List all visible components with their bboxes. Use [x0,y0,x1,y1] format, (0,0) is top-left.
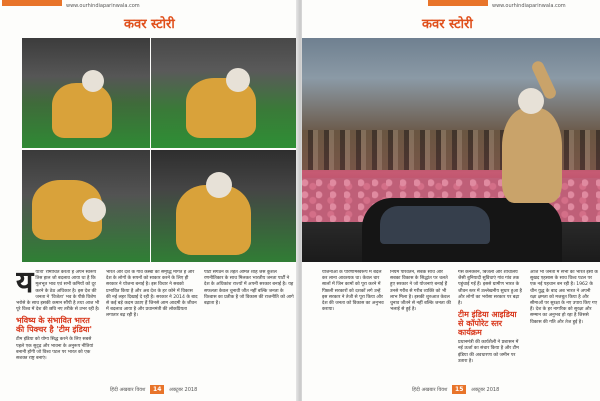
head-shape [206,172,232,198]
photo-motorcade [302,38,600,262]
header-band [2,0,62,6]
article-column-4 [530,270,598,382]
right-page [302,0,600,401]
dropcap: य [16,270,34,300]
article-text: प्रधानमंत्री की कार्यशैली ने प्रशासन में नई ऊर्जा का संचार किया है और टीम इंडिया की अवधारणा को जमीन पर उतारा है। [458,340,519,364]
article-text: टीम इंडिया को योग्य सिद्ध करने के लिए सबसे पहले एक सुदृढ़ और भावना के अनुरूप नीतियां बनानी होंगी जो विश्व पटल पर भारत को एक सशक्त राष्ट्र बनाएं। [16,337,94,362]
issue-date: अक्टूबर 2018 [169,387,198,393]
windshield-shape [380,206,490,244]
header-band [428,0,488,6]
photo-bowing-4 [151,150,297,262]
article-text: योजनाओं के परिणामस्वरूप में बदल कर लाना आवश्यक था। केवल चार सालों में जिन कामों को पूरा करने में पिछली सरकारों को दशकों लगे उन्हें इस सरकार ने तेजी से पूरा किया और देश की जनता को विकास का अनुभव कराया। [322,270,384,313]
article-text: भारत और देश के गांव कस्बों की समृद्धि मांगते हैं और देश के लोगों के सपनों को साकार करने के लिए ही सरकार ने योजना बनाई है। इस विचार ने सबको प्रभावित किया है और अब देश के हर कोने में विकास की नई लहर दिखाई दे रही है। सरकार ने 2014 के बाद से कई बड़े कदम उठाए हैं जिनसे आम आदमी के जीवन में बदलाव आया है और प्रधानमंत्री की लोकप्रियता लगातार बढ़ रही है। [106,270,198,319]
right-text-zone [322,270,598,382]
section-title: कवर स्टोरी [422,17,473,32]
photo-bowing-1 [22,38,150,148]
subheading: भविष्य के संभावित भारत की पिक्चर है 'टीम इंडिया' [16,316,92,335]
article-column-3 [204,270,294,382]
photo-bowing-3 [22,150,150,262]
article-text: पार्टी संगठन के तहत अमित शाह जैसे कुशल रणनीतिकार के साथ मिलकर भारतीय जनता पार्टी ने देश के अधिकांश राज्यों में अपनी सरकार बनाई है। यह सफलता केवल चुनावी जीत नहीं बल्कि जनता के विश्वास का प्रतीक है जो विकास की राजनीति को आगे बढ़ाता है। [204,270,294,307]
article-text: नियम परिवर्तन, सबके साथ और सबका विकास के सिद्धांत पर चलते हुए सरकार ने जो योजनाएं बनाई हैं उनसे गरीब से गरीब व्यक्ति को भी लाभ मिला है। इसकी शुरुआत केवल चुनाव जीतने से नहीं बल्कि जनता की भलाई से हुई है। [390,270,451,313]
page-footer [412,385,499,394]
head-shape [82,198,106,222]
article-column-3 [458,270,524,382]
page-footer [110,385,197,394]
head-shape [82,70,104,92]
section-title: कवर स्टोरी [124,17,175,32]
article-column-2 [106,270,198,382]
head-shape [226,68,250,92]
article-text: आज भी जनता में सभी का भारत इसी के सुखद एहसास के साथ विश्व पटल पर एक नई पहचान बन रही है। 1962 के चीन युद्ध के बाद अब भारत ने अपनी रक्षा क्षमता को मजबूत किया है और सीमाओं पर सुरक्षा के नए उपाय किए गए हैं। देश के हर नागरिक को सुरक्षा और सम्मान का अनुभव हो रहा है जिससे विकास की गति और तेज हुई है। [530,270,598,325]
article-column-1 [322,270,386,382]
subheading: टीम इंडिया आइडिया से कॉपोरेट स्तर कार्यक्रम [458,310,517,338]
site-url: www.ourhindiaparinwala.com [492,3,566,9]
figure-shape [502,108,562,203]
issue-date: अक्टूबर 2018 [471,387,500,393]
page-number: 15 [452,385,466,394]
photo-bowing-2 [151,38,297,148]
article-column-2 [390,270,454,382]
site-url: www.ourhindiaparinwala.com [66,3,140,9]
footer-text: हिंदी अखबार विवश [110,387,146,393]
article-text: यात्रा' रोमांचित करता है अपने स्वरूप तिस हाल जो बदलाव आया था है कि मूलभूत भाव एवं सभी कमियों को दूर करने के ठेठ अधिकार है। इस देश की जनता ने 'विजेता' भव के पीछे विशेष भरोसे के साथ इसकी कमान सौंपी है तथा आज भी पूरे विश्व में देश की छवि नए तरीके से उभर रही है। [16,270,100,313]
article-text: गैस कनेक्शन, बिजली और शौचालय जैसी बुनियादी सुविधाएं गांव गांव तक पहुंचाई गईं हैं। इससे ग्रामीण भारत के जीवन स्तर में उल्लेखनीय सुधार हुआ है और लोगों का भरोसा सरकार पर बढ़ा है। [458,270,522,307]
page-number: 14 [150,385,164,394]
figure-shape [52,83,112,138]
article-column-1 [16,270,100,382]
footer-text: हिंदी अखबार विवश [412,387,448,393]
head-shape [518,88,544,114]
left-page [0,0,298,401]
left-text-zone [16,270,294,382]
